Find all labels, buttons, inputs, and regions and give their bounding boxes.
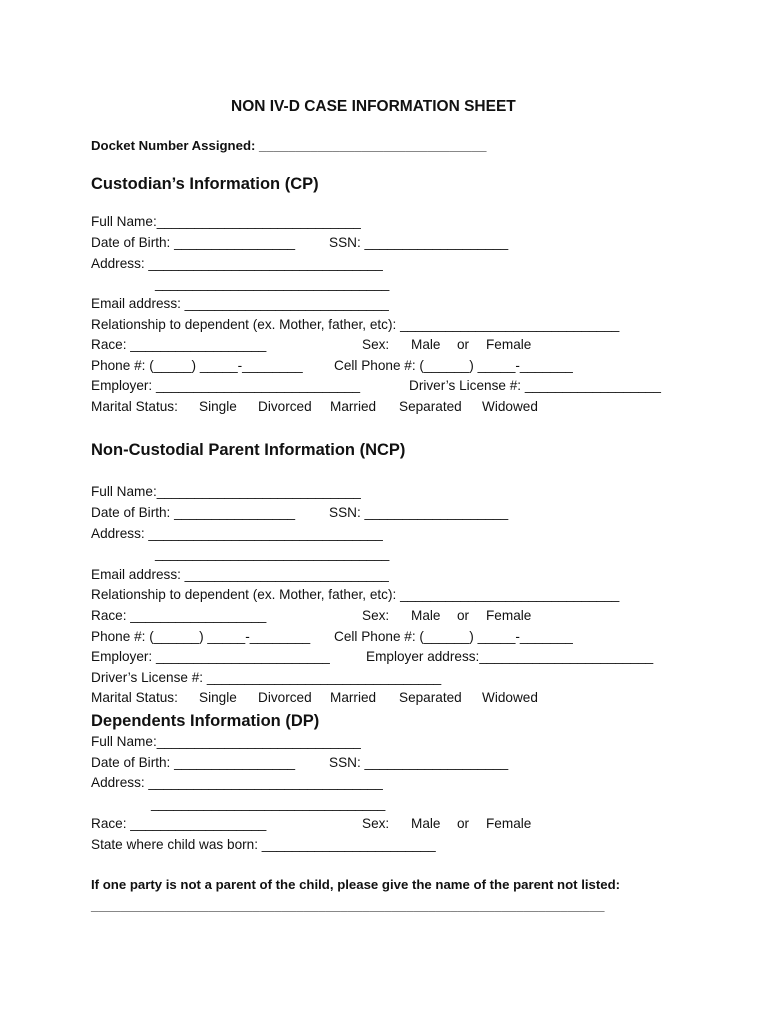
cp-address-field[interactable]: Address: _______________________________ xyxy=(91,256,383,271)
dp-full-name-field[interactable]: Full Name:___________________________ xyxy=(91,734,361,749)
dp-section-heading: Dependents Information (DP) xyxy=(91,712,320,730)
cp-marital-single[interactable]: Single xyxy=(199,399,237,414)
cp-marital-status-label: Marital Status: xyxy=(91,399,178,414)
ncp-sex-or: or xyxy=(457,608,470,623)
dp-sex-male-option[interactable]: Male xyxy=(411,816,441,831)
cp-marital-divorced[interactable]: Divorced xyxy=(258,399,312,414)
cp-cell-phone-field[interactable]: Cell Phone #: (______) _____-_______ xyxy=(334,358,573,373)
ncp-sex-label: Sex: xyxy=(362,608,390,623)
ncp-address-field[interactable]: Address: _______________________________ xyxy=(91,526,383,541)
cp-email-field[interactable]: Email address: ___________________________ xyxy=(91,296,389,311)
cp-relationship-field[interactable]: Relationship to dependent (ex. Mother, father, etc): _____________________________ xyxy=(91,317,620,332)
ncp-marital-single[interactable]: Single xyxy=(199,690,237,705)
ncp-ssn-field[interactable]: SSN: ___________________ xyxy=(329,505,509,520)
ncp-marital-divorced[interactable]: Divorced xyxy=(258,690,312,705)
absent-parent-name-line[interactable]: ______________________________________________________________________ xyxy=(91,898,605,913)
docket-number-field[interactable]: Docket Number Assigned: _______________________________ xyxy=(91,138,487,153)
ncp-marital-status-label: Marital Status: xyxy=(91,690,178,705)
absent-parent-question: If one party is not a parent of the child, please give the name of the parent not listed: xyxy=(91,877,621,892)
dp-dob-field[interactable]: Date of Birth: ________________ xyxy=(91,755,296,770)
ncp-marital-widowed[interactable]: Widowed xyxy=(482,690,538,705)
ncp-sex-male-option[interactable]: Male xyxy=(411,608,441,623)
ncp-race-field[interactable]: Race: __________________ xyxy=(91,608,267,623)
dp-race-field[interactable]: Race: __________________ xyxy=(91,816,267,831)
dp-address-line-2[interactable]: _______________________________ xyxy=(151,796,386,811)
ncp-drivers-license-field[interactable]: Driver’s License #: _______________________________ xyxy=(91,670,442,685)
dp-sex-female-option[interactable]: Female xyxy=(486,816,532,831)
page-title: NON IV-D CASE INFORMATION SHEET xyxy=(231,98,516,115)
dp-state-born-field[interactable]: State where child was born: _______________________ xyxy=(91,837,436,852)
dp-ssn-field[interactable]: SSN: ___________________ xyxy=(329,755,509,770)
cp-marital-separated[interactable]: Separated xyxy=(399,399,462,414)
ncp-full-name-field[interactable]: Full Name:___________________________ xyxy=(91,484,361,499)
cp-employer-field[interactable]: Employer: ___________________________ xyxy=(91,378,361,393)
cp-race-field[interactable]: Race: __________________ xyxy=(91,337,267,352)
cp-sex-female-option[interactable]: Female xyxy=(486,337,532,352)
cp-marital-married[interactable]: Married xyxy=(330,399,377,414)
cp-phone-field[interactable]: Phone #: (_____) _____-________ xyxy=(91,358,303,373)
ncp-employer-address-field[interactable]: Employer address:_______________________ xyxy=(366,649,654,664)
dp-sex-label: Sex: xyxy=(362,816,390,831)
ncp-dob-field[interactable]: Date of Birth: ________________ xyxy=(91,505,296,520)
ncp-marital-separated[interactable]: Separated xyxy=(399,690,462,705)
ncp-sex-female-option[interactable]: Female xyxy=(486,608,532,623)
cp-full-name-field[interactable]: Full Name:___________________________ xyxy=(91,214,361,229)
cp-dob-field[interactable]: Date of Birth: ________________ xyxy=(91,235,296,250)
ncp-cell-phone-field[interactable]: Cell Phone #: (______) _____-_______ xyxy=(334,629,573,644)
cp-address-line-2[interactable]: _______________________________ xyxy=(155,276,390,291)
ncp-relationship-field[interactable]: Relationship to dependent (ex. Mother, father, etc): _____________________________ xyxy=(91,587,620,602)
cp-ssn-field[interactable]: SSN: ___________________ xyxy=(329,235,509,250)
cp-sex-label: Sex: xyxy=(362,337,390,352)
ncp-employer-field[interactable]: Employer: _______________________ xyxy=(91,649,330,664)
cp-sex-or: or xyxy=(457,337,470,352)
cp-drivers-license-field[interactable]: Driver’s License #: __________________ xyxy=(409,378,661,393)
ncp-section-heading: Non-Custodial Parent Information (NCP) xyxy=(91,441,406,459)
cp-marital-widowed[interactable]: Widowed xyxy=(482,399,538,414)
ncp-phone-field[interactable]: Phone #: (______) _____-________ xyxy=(91,629,311,644)
ncp-address-line-2[interactable]: _______________________________ xyxy=(155,546,390,561)
dp-address-field[interactable]: Address: _______________________________ xyxy=(91,775,383,790)
ncp-email-field[interactable]: Email address: ___________________________ xyxy=(91,567,389,582)
dp-sex-or: or xyxy=(457,816,470,831)
cp-sex-male-option[interactable]: Male xyxy=(411,337,441,352)
ncp-marital-married[interactable]: Married xyxy=(330,690,377,705)
cp-section-heading: Custodian’s Information (CP) xyxy=(91,175,319,193)
